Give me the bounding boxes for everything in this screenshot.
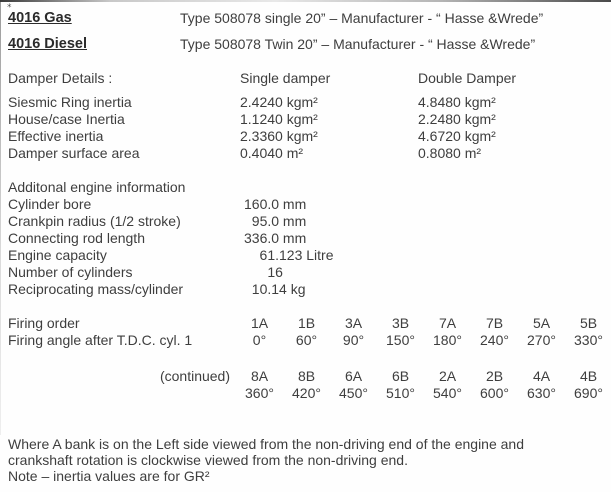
firing-angle-cell: 510° xyxy=(386,385,415,401)
table-row xyxy=(8,230,611,247)
row-label: Crankpin radius (1/2 stroke) xyxy=(8,213,181,229)
column-header-double-damper: Double Damper xyxy=(418,70,517,86)
firing-order-cell: 8A xyxy=(250,368,269,384)
row-value: 160.0 mm xyxy=(244,196,307,212)
firing-order-cell: 5A xyxy=(532,315,551,331)
row-label: Firing order xyxy=(8,315,80,331)
table-row xyxy=(8,264,611,281)
row-label: House/case Inertia xyxy=(8,111,125,127)
firing-order-cell: 6A xyxy=(344,368,363,384)
scan-top-edge xyxy=(0,0,611,2)
table-row xyxy=(8,111,611,128)
firing-angle-cell: 240° xyxy=(480,332,509,348)
firing-order-cell: 1B xyxy=(297,315,316,331)
firing-order-cell: 3A xyxy=(344,315,363,331)
column-header-single-damper: Single damper xyxy=(240,70,331,86)
firing-angle-cell: 450° xyxy=(339,385,368,401)
row-label: Damper surface area xyxy=(8,145,140,161)
table-row xyxy=(8,281,611,298)
firing-angle-cell: 420° xyxy=(292,385,321,401)
firing-angle-cell: 630° xyxy=(527,385,556,401)
row-label: Firing angle after T.D.C. cyl. 1 xyxy=(8,332,193,348)
firing-order-row-2 xyxy=(8,368,611,385)
footnote-line: Note – inertia values are for GR² xyxy=(8,468,210,484)
engine-info-title: Additonal engine information xyxy=(8,179,186,195)
double-damper-value: 0.8080 m² xyxy=(418,145,482,161)
firing-order-cell: 4A xyxy=(532,368,551,384)
row-label: Engine capacity xyxy=(8,247,107,263)
row-value: 10.14 kg xyxy=(244,281,306,297)
row-label: Effective inertia xyxy=(8,128,104,144)
firing-angle-cell: 600° xyxy=(480,385,509,401)
table-row xyxy=(8,247,611,264)
row-label: Reciprocating mass/cylinder xyxy=(8,281,184,297)
model-description-diesel: Type 508078 Twin 20” – Manufacturer - “ Hasse &Wrede” xyxy=(180,36,536,52)
footnote-section xyxy=(8,436,611,484)
firing-order-cell: 8B xyxy=(297,368,316,384)
firing-order-cell: 1A xyxy=(250,315,269,331)
single-damper-value: 2.4240 kgm² xyxy=(240,94,318,110)
row-label: Number of cylinders xyxy=(8,264,133,280)
firing-order-cell: 7B xyxy=(485,315,504,331)
row-label-spacer xyxy=(8,385,236,402)
firing-order-cell: 2A xyxy=(438,368,457,384)
firing-order-cell: 6B xyxy=(391,368,410,384)
firing-order-cell: 3B xyxy=(391,315,410,331)
damper-header-row xyxy=(8,70,611,87)
table-row xyxy=(8,213,611,230)
double-damper-value: 4.6720 kgm² xyxy=(418,128,496,144)
engine-models-header xyxy=(8,10,611,53)
firing-order-cell: 4B xyxy=(579,368,598,384)
single-damper-value: 2.3360 kgm² xyxy=(240,128,318,144)
single-damper-value: 1.1240 kgm² xyxy=(240,111,318,127)
row-value: 61.123 Litre xyxy=(244,247,334,263)
scan-left-edge xyxy=(0,2,1,435)
firing-angle-row-2 xyxy=(8,385,611,402)
damper-details-section xyxy=(8,70,611,162)
firing-angle-row-1 xyxy=(8,332,611,349)
firing-order-section xyxy=(8,315,611,402)
double-damper-value: 4.8480 kgm² xyxy=(418,94,496,110)
firing-angle-cell: 270° xyxy=(527,332,556,348)
firing-order-cell: 2B xyxy=(485,368,504,384)
firing-order-cell: 7A xyxy=(438,315,457,331)
footnote-line: crankshaft rotation is clockwise viewed from the non-driving end. xyxy=(8,452,408,468)
double-damper-value: 2.2480 kgm² xyxy=(418,111,496,127)
row-label: Connecting rod length xyxy=(8,230,145,246)
row-label: Siesmic Ring inertia xyxy=(8,94,132,110)
model-name-gas: 4016 Gas xyxy=(8,10,72,26)
engine-info-section xyxy=(8,179,611,298)
model-row-gas xyxy=(8,10,611,27)
firing-angle-cell: 540° xyxy=(433,385,462,401)
table-row xyxy=(8,145,611,162)
firing-angle-cell: 60° xyxy=(295,332,318,348)
single-damper-value: 0.4040 m² xyxy=(240,145,304,161)
firing-order-cell: 5B xyxy=(579,315,598,331)
firing-angle-cell: 180° xyxy=(433,332,462,348)
model-description-gas: Type 508078 single 20” – Manufacturer - “ Hasse &Wrede” xyxy=(180,10,544,26)
row-value: 16 xyxy=(244,264,283,280)
firing-angle-cell: 360° xyxy=(245,385,274,401)
firing-order-row-1 xyxy=(8,315,611,332)
table-row xyxy=(8,196,611,213)
firing-angle-cell: 0° xyxy=(252,332,267,348)
firing-angle-cell: 150° xyxy=(386,332,415,348)
firing-angle-cell: 330° xyxy=(574,332,603,348)
firing-angle-cell: 90° xyxy=(342,332,365,348)
continued-label: (continued) xyxy=(159,368,230,384)
row-label: Cylinder bore xyxy=(8,196,92,212)
damper-details-title: Damper Details : xyxy=(8,70,113,86)
scan-artifact: ⁎ xyxy=(7,0,12,9)
model-name-diesel: 4016 Diesel xyxy=(8,36,88,52)
row-value: 336.0 mm xyxy=(244,230,307,246)
firing-angle-cell: 690° xyxy=(574,385,603,401)
model-row-diesel xyxy=(8,36,611,53)
table-row xyxy=(8,94,611,111)
footnote-line: Where A bank is on the Left side viewed from the non-driving end of the engine and xyxy=(8,436,524,452)
table-row xyxy=(8,128,611,145)
row-value: 95.0 mm xyxy=(244,213,307,229)
